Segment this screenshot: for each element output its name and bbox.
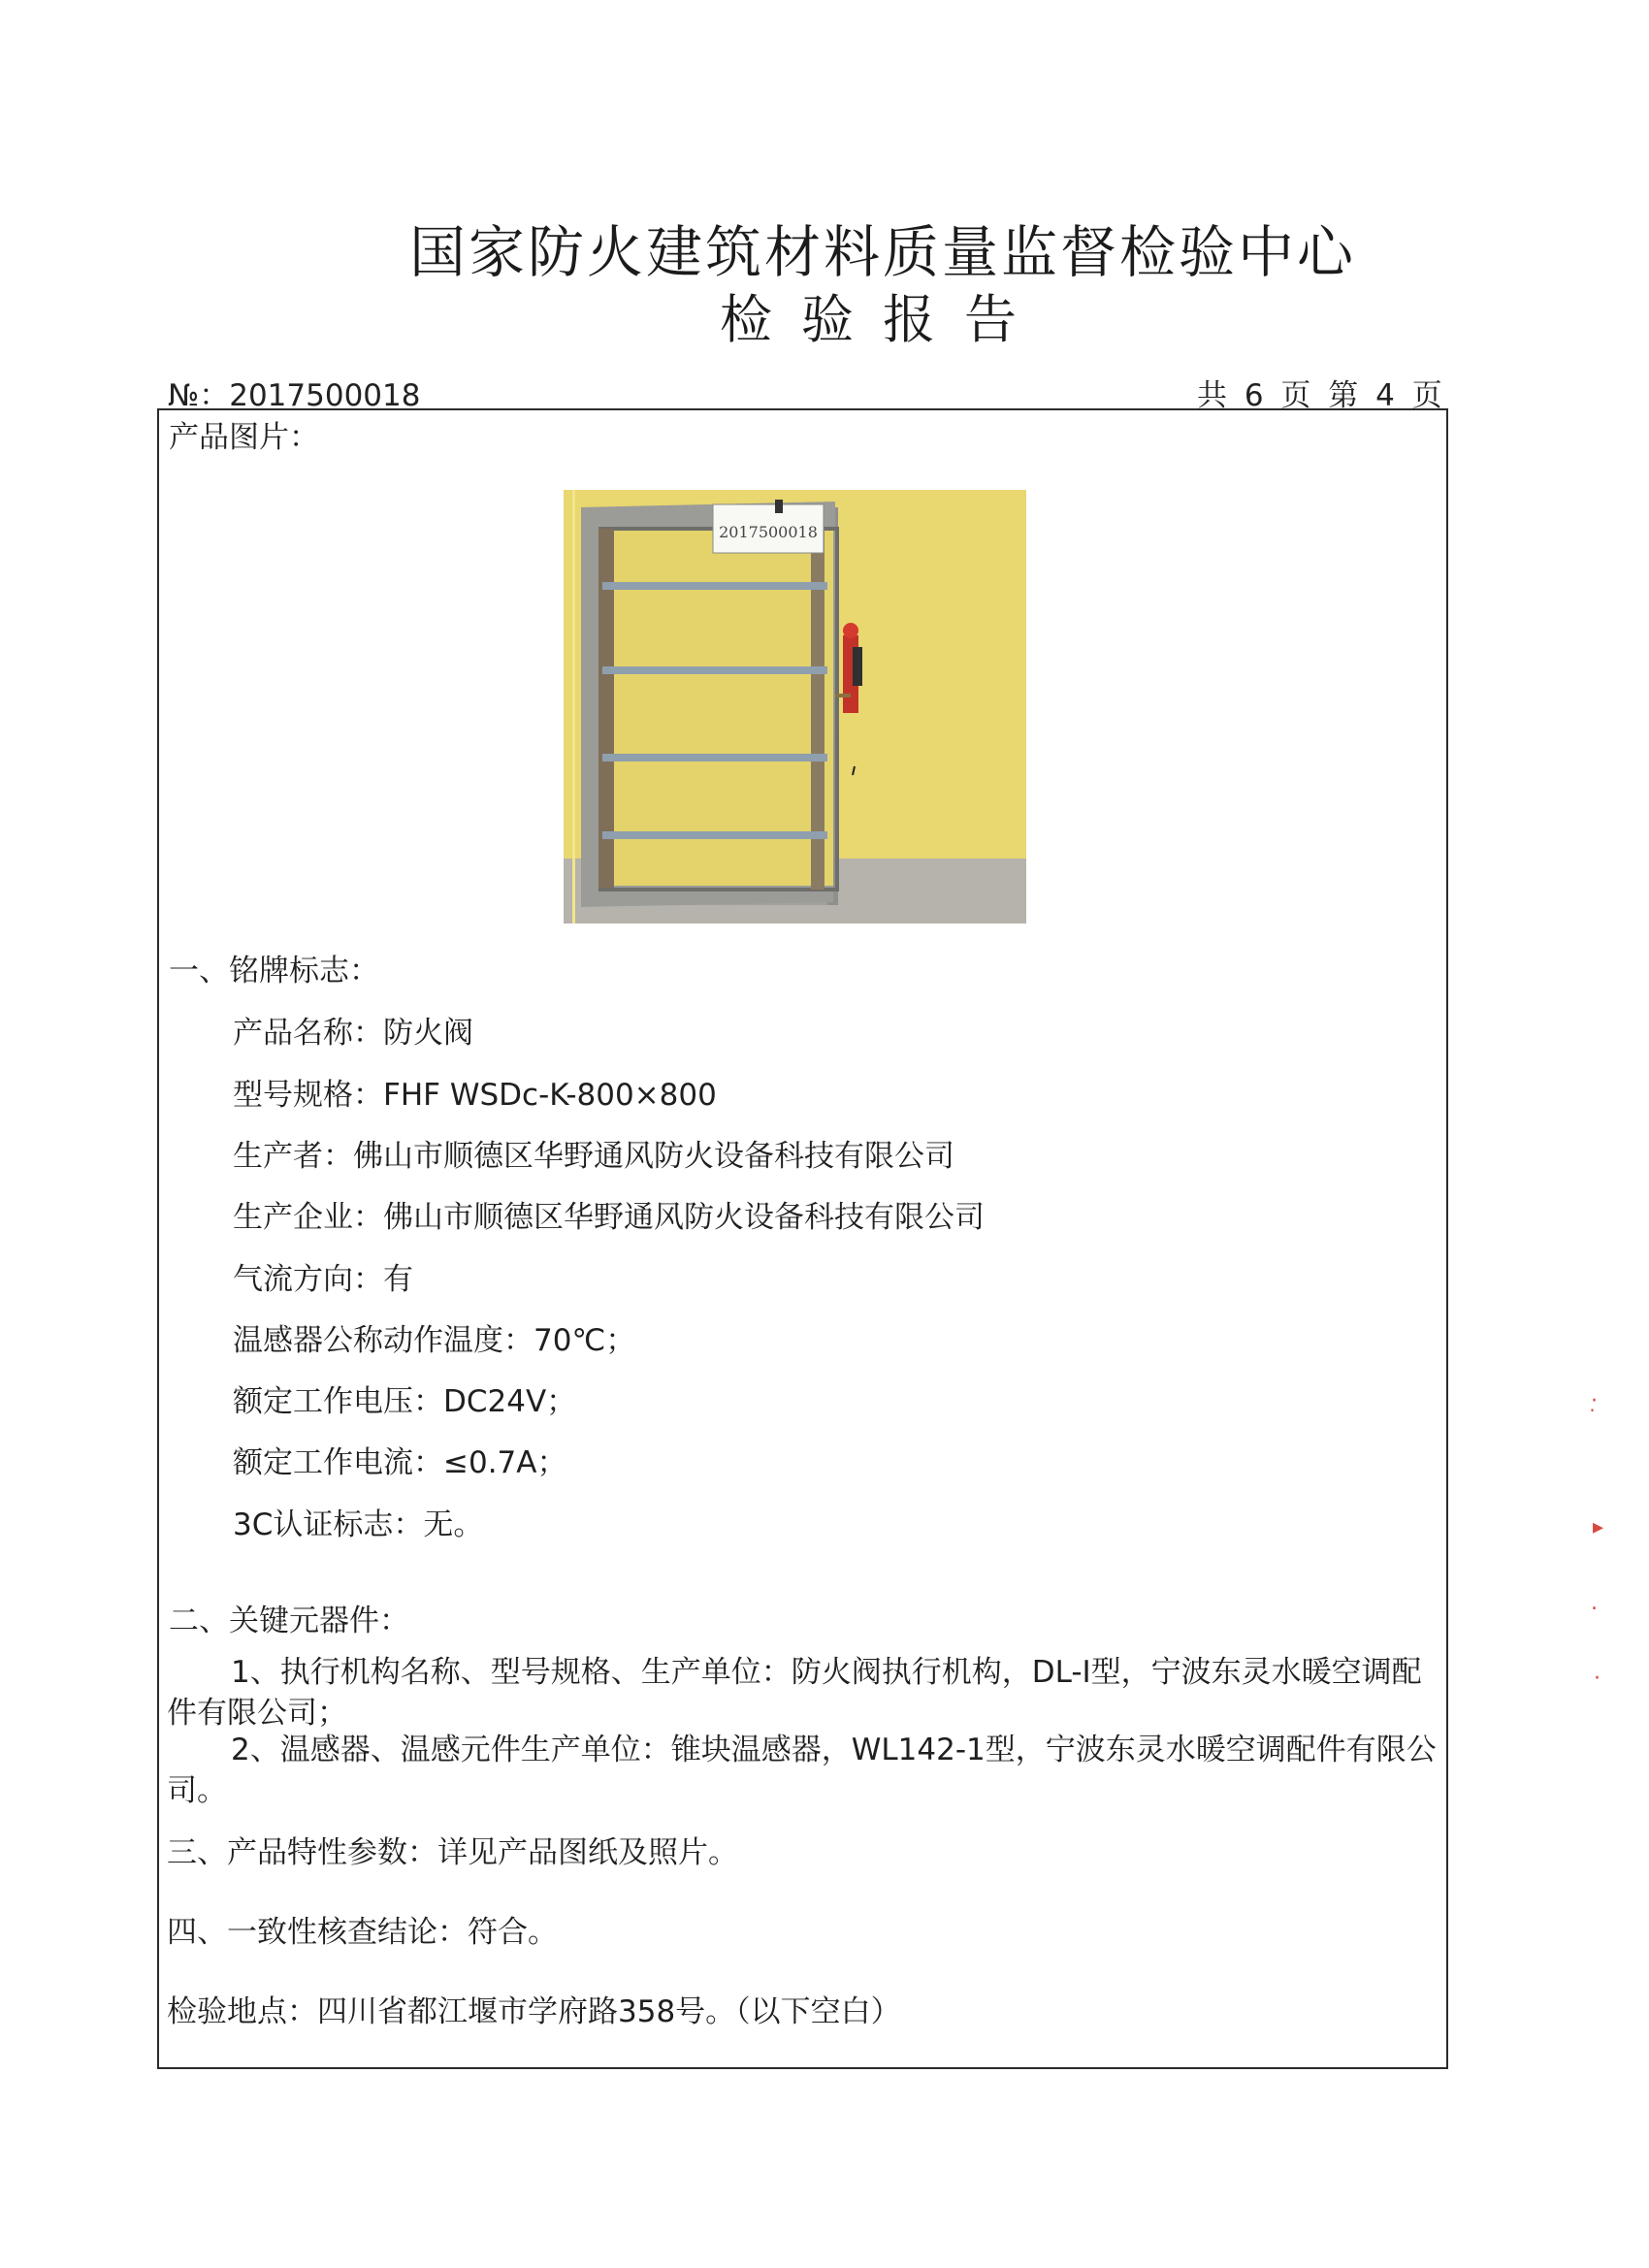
nameplate-product-name: 产品名称：防火阀: [233, 1016, 473, 1051]
nameplate-current: 额定工作电流：≤0.7A；: [233, 1445, 567, 1480]
nameplate-manufacturer: 生产企业：佛山市顺德区华野通风防火设备科技有限公司: [233, 1200, 985, 1235]
nameplate-sensor-temp: 温感器公称动作温度：70℃；: [233, 1323, 636, 1358]
nameplate-heading: 一、铭牌标志：: [169, 954, 379, 988]
photo-tag-label: 2017500018: [719, 523, 818, 541]
photo-heading: 产品图片：: [169, 420, 319, 455]
nameplate-model: 型号规格：FHF WSDc-K-800×800: [233, 1078, 717, 1113]
inspection-location: 检验地点：四川省都江堰市学府路358号。（以下空白）: [167, 1994, 901, 2029]
nameplate-voltage: 额定工作电压：DC24V；: [233, 1384, 577, 1419]
components-heading: 二、关键元器件：: [169, 1604, 409, 1638]
section-conclusion: 四、一致性核查结论：符合。: [167, 1915, 558, 1950]
nameplate-airflow: 气流方向：有: [233, 1262, 413, 1297]
nameplate-producer: 生产者：佛山市顺德区华野通风防火设备科技有限公司: [233, 1139, 954, 1174]
product-photo: [564, 490, 1026, 923]
report-title: 检验报告: [720, 289, 1046, 350]
component-actuator: 1、执行机构名称、型号规格、生产单位：防火阀执行机构，DL-Ⅰ型，宁波东灵水暖空调配件有限公司；: [167, 1655, 1422, 1731]
report-number: №：2017500018: [168, 378, 421, 413]
page-indicator: 共 6 页 第 4 页: [1197, 378, 1442, 413]
section-characteristics: 三、产品特性参数：详见产品图纸及照片。: [167, 1835, 738, 1870]
report-org-title: 国家防火建筑材料质量监督检验中心: [408, 219, 1356, 285]
component-sensor: 2、温感器、温感元件生产单位：锥块温感器，WL142-1型，宁波东灵水暖空调配件有限公司。: [167, 1733, 1437, 1808]
nameplate-3c-mark: 3C认证标志：无。: [233, 1507, 484, 1542]
